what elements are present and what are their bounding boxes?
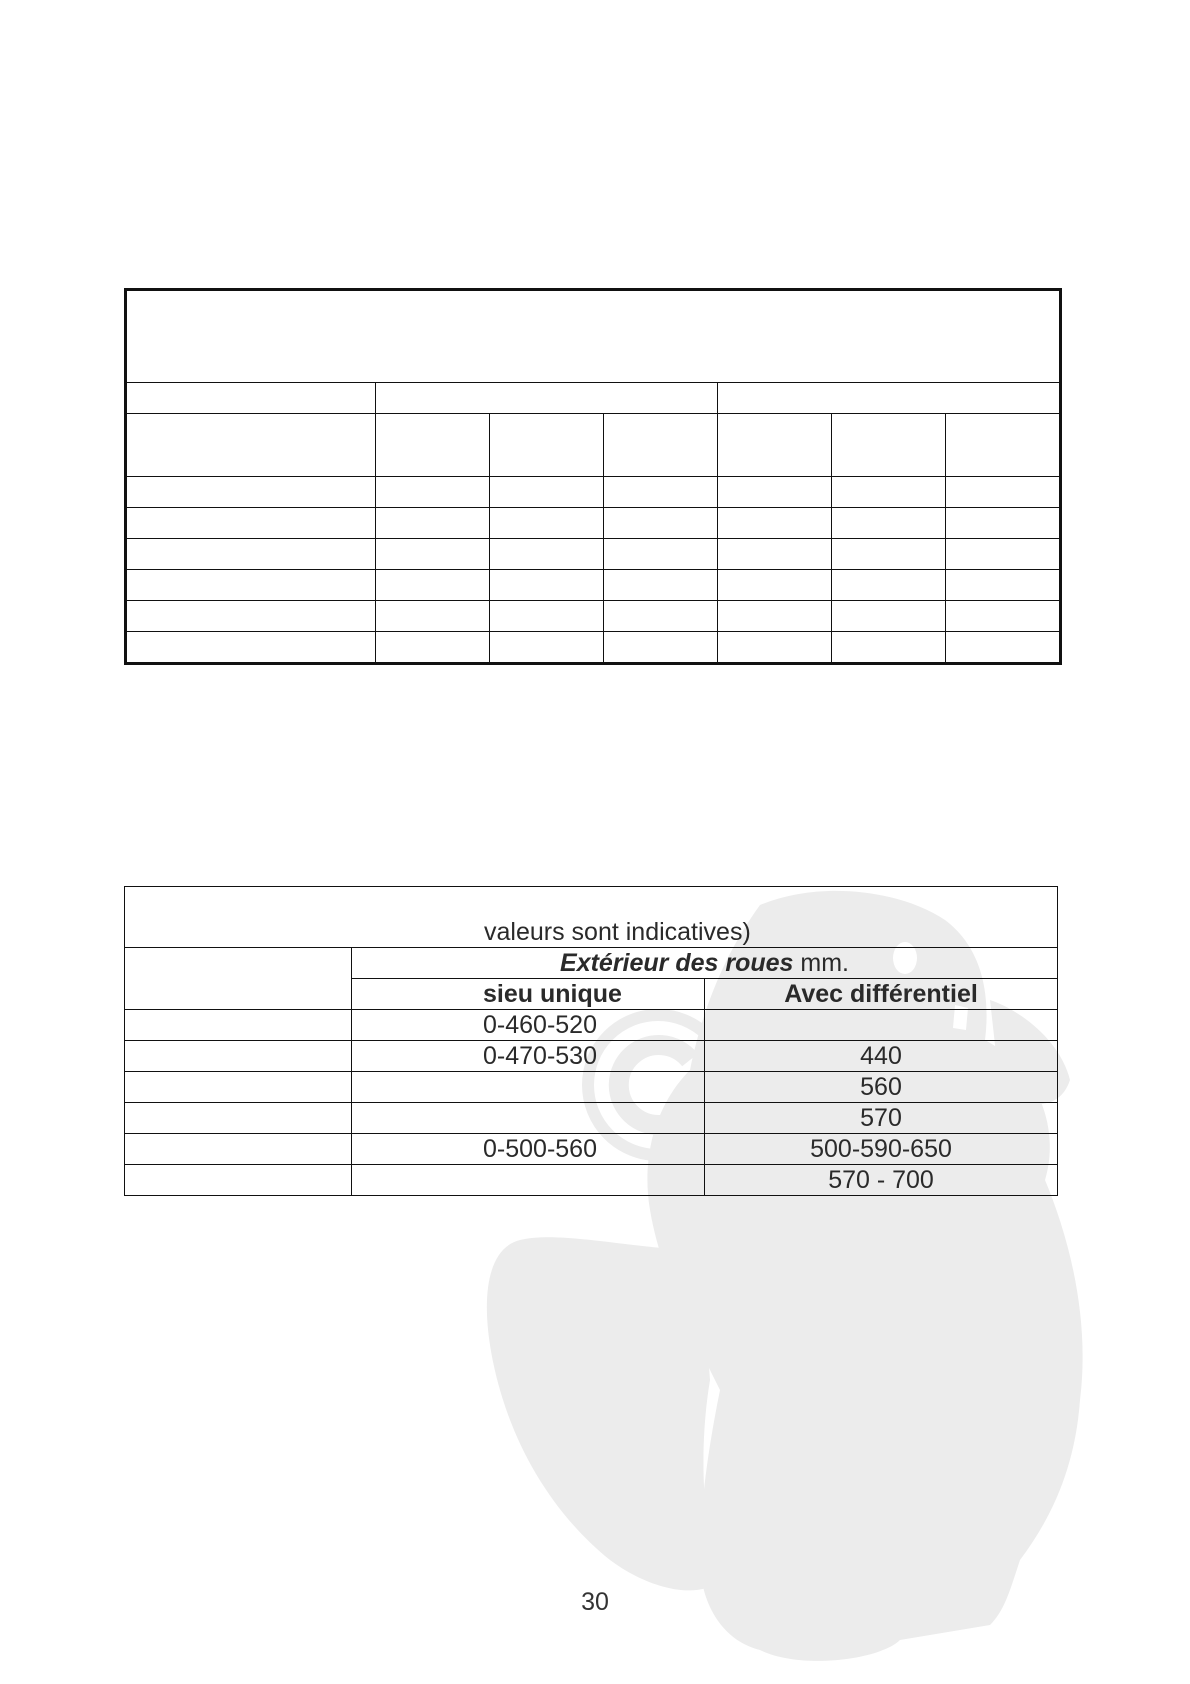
row-label <box>125 1103 352 1134</box>
table-cell <box>126 601 376 632</box>
table-row <box>125 1165 1058 1196</box>
table-cell <box>946 570 1061 601</box>
table-cell <box>490 601 604 632</box>
table-cell <box>126 477 376 508</box>
row-right-value: 560 <box>705 1072 1058 1103</box>
table-cell <box>604 632 718 664</box>
table-row <box>126 570 1061 601</box>
table-cell <box>376 414 490 477</box>
row-label <box>125 1010 352 1041</box>
table-cell <box>832 570 946 601</box>
table-cell <box>718 477 832 508</box>
table-cell <box>718 601 832 632</box>
table-cell <box>126 539 376 570</box>
table-cell <box>376 383 718 414</box>
header-group-unit: mm. <box>793 949 849 977</box>
table-cell <box>376 601 490 632</box>
row-label <box>125 1134 352 1165</box>
col-left-header: sieu unique <box>352 979 705 1010</box>
row-left-value <box>352 1103 705 1134</box>
table-cell <box>376 570 490 601</box>
row-left-value <box>352 1165 705 1196</box>
table-title-cell <box>125 887 1058 948</box>
table-row <box>126 414 1061 477</box>
table-row <box>126 539 1061 570</box>
table-cell <box>490 632 604 664</box>
table-row <box>126 632 1061 664</box>
table-cell <box>832 508 946 539</box>
table-cell <box>376 508 490 539</box>
table-cell <box>832 414 946 477</box>
table-cell <box>376 539 490 570</box>
table-cell <box>376 477 490 508</box>
table-cell <box>126 632 376 664</box>
table-title-row <box>125 887 1058 948</box>
table-cell <box>376 632 490 664</box>
table-cell <box>490 508 604 539</box>
table-cell <box>718 383 1061 414</box>
row-right-value: 500-590-650 <box>705 1134 1058 1165</box>
table-cell <box>718 539 832 570</box>
row-right-value: 440 <box>705 1041 1058 1072</box>
header-group-cell <box>352 948 1058 979</box>
header-group-label: Extérieur des roues <box>560 949 794 977</box>
table-cell <box>126 414 376 477</box>
row-label <box>125 1165 352 1196</box>
table-cell <box>946 477 1061 508</box>
table-cell <box>946 414 1061 477</box>
row-left-value: 0-500-560 <box>352 1134 705 1165</box>
table-cell <box>718 632 832 664</box>
table-cell <box>832 539 946 570</box>
top-table <box>124 288 1062 665</box>
table-row <box>126 290 1061 383</box>
table-cell <box>490 414 604 477</box>
row-left-value: 0-470-530 <box>352 1041 705 1072</box>
table-cell <box>490 539 604 570</box>
row-right-value <box>705 1010 1058 1041</box>
page-number: 30 <box>581 1588 609 1616</box>
table-row <box>126 383 1061 414</box>
row-label <box>125 1072 352 1103</box>
row-right-value: 570 - 700 <box>705 1165 1058 1196</box>
table-cell <box>946 508 1061 539</box>
table-row <box>126 601 1061 632</box>
table-cell <box>126 508 376 539</box>
table-row <box>125 1010 1058 1041</box>
row-left-value: 0-460-520 <box>352 1010 705 1041</box>
table-cell <box>946 632 1061 664</box>
table-cell <box>718 508 832 539</box>
table-cell <box>490 570 604 601</box>
table-row <box>125 1041 1058 1072</box>
table-cell <box>946 539 1061 570</box>
table-cell <box>832 477 946 508</box>
table-cell <box>604 570 718 601</box>
wheel-width-table <box>124 886 1058 1196</box>
table-cell <box>604 601 718 632</box>
row-right-value: 570 <box>705 1103 1058 1134</box>
table-row <box>125 1072 1058 1103</box>
table-cell <box>126 383 376 414</box>
table-cell <box>604 508 718 539</box>
table-cell <box>604 539 718 570</box>
table-row <box>125 1134 1058 1165</box>
table-cell <box>946 601 1061 632</box>
table-title-fragment: valeurs sont indicatives) <box>484 918 751 946</box>
row-label <box>125 1041 352 1072</box>
table-cell <box>718 570 832 601</box>
table-row <box>126 477 1061 508</box>
table-cell <box>604 414 718 477</box>
row-left-value <box>352 1072 705 1103</box>
table-header-row <box>125 948 1058 979</box>
table-cell <box>490 477 604 508</box>
table-row <box>125 1103 1058 1134</box>
table-cell <box>604 477 718 508</box>
table-cell <box>832 632 946 664</box>
col-right-header: Avec différentiel <box>705 979 1058 1010</box>
table-cell <box>718 414 832 477</box>
table-cell <box>126 570 376 601</box>
table-header-cell-empty <box>125 948 352 1010</box>
table-row <box>126 508 1061 539</box>
table-cell <box>126 290 1061 383</box>
table-cell <box>832 601 946 632</box>
